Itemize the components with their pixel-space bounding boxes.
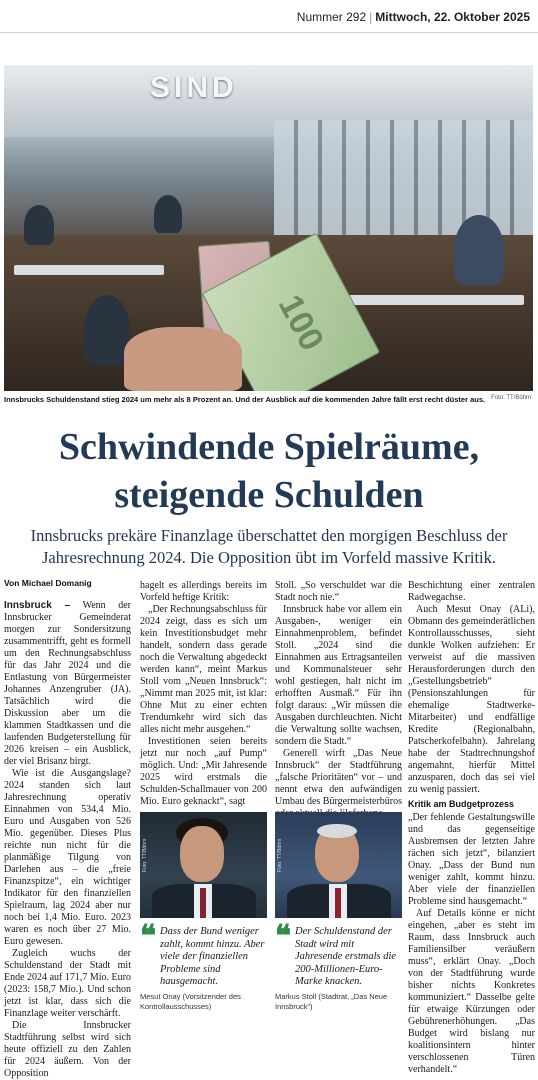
article-column-2 <box>140 580 267 808</box>
photo-desk <box>14 265 164 275</box>
photo-person <box>24 205 54 245</box>
headline-line-2: steigende Schulden <box>114 474 424 516</box>
photo-credit: Foto: TT/Böhm <box>491 395 531 401</box>
photo-person <box>154 195 182 233</box>
paragraph: Beschichtung einer zentralen Radwegachse. <box>408 580 535 603</box>
photo-person <box>454 215 504 285</box>
portrait-mesut-onay <box>140 812 267 918</box>
quote-attribution-onay: Mesut Onay (Vorsitzender des Kontrollausschusses) <box>140 992 241 1011</box>
byline: Von Michael Domanig <box>4 578 92 588</box>
portrait-tie <box>335 888 341 918</box>
article-column-4 <box>408 580 535 1076</box>
paragraph: Innsbruck habe vor allem ein Ausgaben-, weniger ein Einnahmenproblem, befindet Stoll. „2024 sind die Einnahmen aus Ertragsanteilen und Kommunalsteuer sehr wohl gestiegen, halt nicht im erhofften Ausmaß.“ Für ihn folgt daraus: „Wir müssen die Ausgaben durchleuchten. Nicht die Verwaltung sollte wachsen, sondern die Stadt.“ <box>275 604 402 747</box>
paragraph: Investitionen seien bereits jetzt nur noch „auf Pump“ möglich. Und: „Mit Jahresende 2025 wird erstmals die Schulden-Schallmauer von 200 Mio. Euro geknackt“, sagt <box>140 736 267 807</box>
paragraph: Stoll. „So verschuldet war die Stadt noch nie.“ <box>275 580 402 603</box>
issue-date: Mittwoch, 22. Oktober 2025 <box>375 10 530 24</box>
headline-line-1: Schwindende Spielräume, <box>58 426 480 468</box>
paragraph: Generell wirft „Das Neue Innsbruck“ der Stadtführung „falsche Prioritäten“ vor – und nennt etwa den aufwändigen Umbau des Bürgermeisterbüros <box>275 748 403 807</box>
quote-mark-icon: ❝ <box>275 920 292 953</box>
masthead-line <box>297 10 530 24</box>
portrait-credit: Foto: TT/Böhm <box>277 838 283 872</box>
subheading: Kritik am Budgetprozess <box>408 799 515 809</box>
photo-desk <box>334 295 524 305</box>
article-column-3 <box>275 580 402 820</box>
pull-quote-onay <box>140 920 267 989</box>
paragraph: „Der fehlende Gestaltungswille und das gegenseitige Ausbremsen der letzten Jahre rächen sich jetzt“, bilanziert Onay. „Dass der Bund nun weniger zahlt, kommt hinzu. Aber viele der finanziellen Probleme sind hausgemacht.“ <box>408 812 535 907</box>
paragraph: Zugleich wuchs der Schuldenstand der Stadt mit Ende 2024 auf 171,7 Mio. Euro (2023: 158,7 Mio.). Und schon jetzt ist klar, dass sich die Finanzlage weiter verschärft. <box>4 948 131 1019</box>
portrait-tie <box>200 888 206 918</box>
paragraph-text: Wenn der Innsbrucker Gemeinderat morgen zur Sondersitzung zusammentrifft, geht es formell um den Rechnungsabschluss für das Jahr 2024 und die Entlastung von Bürgermeister Johannes Anzengruber (JA). Tatsächlich wird die Diskussion aber um die klammen Stadtkassen und die laufenden Budgeterstellung für 2026 kreisen – ein Ausblick, der viel Brisanz birgt. <box>4 600 131 767</box>
quote-mark-icon: ❝ <box>140 920 157 953</box>
article-column-1 <box>4 600 131 1080</box>
paragraph: „Der Rechnungsabschluss für 2024 zeigt, dass es sich um kein Investitionsbudget mehr handelt, sondern dass gerade noch die Verwaltung abgedeckt werden kann“, meint Markus Stoll vom „Neuen Innsbruck“: „Nimmt man 2025 mit, ist klar: Ohne Mut zu einer echten Trendumkehr wird sich das alles nicht mehr ausgehen.“ <box>140 604 267 735</box>
masthead-separator: | <box>369 10 373 24</box>
paragraph: Wie ist die Ausgangslage? 2024 standen sich laut Jahresrechnung operativ Einnahmen von 534,4 Mio. Euro und Ausgaben von 526 Mio. gegenüber. Dieses Plus reichte nun nicht für die planmäßige Tilgung von Darlehen aus – die „freie Finanzspitze“, ein wichtiger Indikator für den finanziellen Spielraum, lag 2024 aber nur noch bei 1,4 Mio. Euro. 2023 waren es noch über 27 Mio. Euro gewesen. <box>4 768 131 947</box>
quote-text: Der Schuldenstand der Stadt wird mit Jahresende erstmals die 200-Millionen-Euro-Marke knacken. <box>295 926 397 987</box>
portrait-credit: Foto: TT/Böhm <box>142 838 148 872</box>
lead-paragraph: Innsbrucks prekäre Finanzlage überschattet den morgigen Beschluss der Jahresrechnung 2024. Die Opposition übt im Vorfeld massive Kritik. <box>30 526 508 567</box>
caption-text: Innsbrucks Schuldenstand stieg 2024 um mehr als 8 Prozent an. Und der Ausblick auf die kommenden Jahre fällt erst recht düster aus. <box>4 395 486 404</box>
paragraph: hagelt es allerdings bereits im Vorfeld heftige Kritik: <box>140 580 267 603</box>
photo-hand <box>124 327 242 391</box>
issue-number: Nummer 292 <box>296 10 367 24</box>
paragraph: Auch Mesut Onay (ALi), Obmann des gemeinderätlichen Kontrollausschusses, sieht dunkle Wolken aufziehen: Er verweist auf die massiven Herausforderungen durch den „Gestellungsbetrieb“ (Pensionszahlungen für ehemalige Stadtwerke-Mitarbeiter) und endfällige Kredite (Regionalbahn, Patscherkofelbahn). Jahrelang habe der Stadtrechnungshof angemahnt, hierfür Mittel anzusparen, doch das sei viel zu wenig passiert. <box>408 604 535 795</box>
quote-attribution-stoll: Markus Stoll (Stadtrat, „Das Neue Innsbruck“) <box>275 992 388 1011</box>
banknote-value: 100 <box>270 288 332 357</box>
paragraph <box>4 600 131 768</box>
quote-text: Dass der Bund weniger zahlt, kommt hinzu. Aber viele der finanziellen Probleme sind hausgemacht. <box>160 926 265 987</box>
paragraph: Die Innsbrucker Stadtführung selbst wird sich heute offiziell zu den Zahlen für 2024 äußern. Von der Opposition <box>4 1020 131 1079</box>
portrait-head <box>180 826 224 882</box>
dateline: Innsbruck – <box>4 600 71 611</box>
portrait-markus-stoll <box>275 812 402 918</box>
photo-wall-lettering: SIND <box>150 71 238 104</box>
portrait-hair <box>317 824 357 838</box>
pull-quote-stoll <box>275 920 402 989</box>
lead-photo <box>4 65 533 391</box>
masthead <box>0 6 538 33</box>
photo-caption <box>4 395 533 404</box>
paragraph: Auf Details könne er nicht eingehen, „aber es steht im Raum, dass Innsbruck auch Familiensilber veräußern muss“, erklärt Onay. „Doch von der Stadtführung wurde bisher nichts Konkretes kommuniziert.“ Dasselbe gelte für etwaige Kürzungen oder Gebührenerhöhungen. „Das Budget wird bislang nur koalitionsintern hinter verschlossenen Türen verhandelt.“ <box>408 908 535 1075</box>
